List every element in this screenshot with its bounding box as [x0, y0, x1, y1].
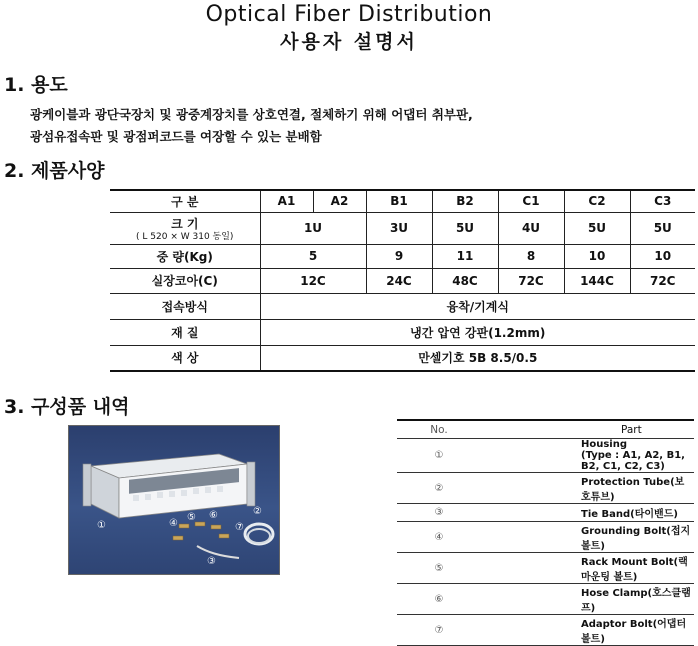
parts-header-part: Part	[481, 420, 694, 439]
document-title-ko: 사용자 설명서	[280, 31, 418, 53]
spec-weight-b2: 11	[432, 244, 498, 268]
part-no-1: ①	[397, 439, 481, 473]
spec-weight-c3: 10	[630, 244, 695, 268]
part-name-1-sub: (Type : A1, A2, B1, B2, C1, C2, C3)	[581, 450, 685, 472]
section1-heading: 1. 용도	[4, 74, 68, 96]
marker-5: ⑤	[187, 512, 196, 523]
section3-heading: 3. 구성품 내역	[4, 396, 130, 418]
section2-heading: 2. 제품사양	[4, 160, 105, 182]
spec-header-a1: A1	[260, 190, 313, 212]
marker-1: ①	[97, 520, 106, 531]
spec-core-c2: 144C	[564, 268, 630, 293]
table-row	[397, 522, 694, 553]
spec-weight-row	[110, 244, 695, 268]
spec-core-c1: 72C	[498, 268, 564, 293]
spec-size-label: 크 기	[171, 216, 199, 231]
spec-size-c1: 4U	[498, 212, 564, 244]
parts-table	[397, 419, 694, 646]
part-name-3: Tie Band(타이밴드)	[481, 504, 694, 522]
spec-header-row	[110, 190, 695, 212]
marker-7: ⑦	[235, 522, 244, 533]
spec-size-c3: 5U	[630, 212, 695, 244]
table-row	[397, 553, 694, 584]
spec-method-label: 접속방식	[110, 293, 260, 319]
part-name-5: Rack Mount Bolt(랙마운팅 볼트)	[481, 553, 694, 584]
part-no-3: ③	[397, 504, 481, 522]
section1-line2: 광섬유접속판 및 광점퍼코드를 여장할 수 있는 분배함	[30, 129, 322, 144]
spec-size-b2: 5U	[432, 212, 498, 244]
marker-3: ③	[207, 556, 216, 567]
product-illustration	[69, 426, 279, 574]
spec-material-row	[110, 319, 695, 345]
spec-color-value: 만셀기호 5B 8.5/0.5	[260, 345, 695, 371]
spec-color-row	[110, 345, 695, 371]
spec-header-c1: C1	[498, 190, 564, 212]
spec-size-sub: ( L 520 × W 310 동일)	[136, 231, 234, 242]
spec-size-row	[110, 212, 695, 244]
part-no-2: ②	[397, 473, 481, 504]
spec-core-b1: 24C	[366, 268, 432, 293]
part-no-5: ⑤	[397, 553, 481, 584]
spec-weight-label: 중 량(Kg)	[110, 244, 260, 268]
spec-size-c2: 5U	[564, 212, 630, 244]
spec-core-a: 12C	[260, 268, 366, 293]
table-row	[397, 584, 694, 615]
part-name-6: Hose Clamp(호스클램프)	[481, 584, 694, 615]
spec-core-row	[110, 268, 695, 293]
table-row	[397, 504, 694, 522]
table-row	[397, 439, 694, 473]
spec-header-b2: B2	[432, 190, 498, 212]
spec-method-value: 융착/기계식	[260, 293, 695, 319]
part-name-1: Housing	[581, 439, 628, 450]
parts-header-row	[397, 420, 694, 439]
part-name-4: Grounding Bolt(접지볼트)	[481, 522, 694, 553]
table-row	[397, 615, 694, 646]
spec-material-label: 재 질	[110, 319, 260, 345]
spec-table	[110, 189, 695, 372]
spec-header-b1: B1	[366, 190, 432, 212]
spec-weight-b1: 9	[366, 244, 432, 268]
spec-weight-c2: 10	[564, 244, 630, 268]
spec-color-label: 색 상	[110, 345, 260, 371]
marker-2: ②	[253, 506, 262, 517]
spec-core-b2: 48C	[432, 268, 498, 293]
spec-core-label: 실장코아(C)	[110, 268, 260, 293]
marker-4: ④	[169, 518, 178, 529]
spec-header-c2: C2	[564, 190, 630, 212]
spec-header-label: 구 분	[110, 190, 260, 212]
spec-size-a: 1U	[260, 212, 366, 244]
spec-material-value: 냉간 압연 강판(1.2mm)	[260, 319, 695, 345]
table-row	[397, 473, 694, 504]
document-title-en: Optical Fiber Distribution	[205, 2, 493, 27]
part-no-7: ⑦	[397, 615, 481, 646]
spec-size-label-cell	[110, 212, 260, 244]
spec-core-c3: 72C	[630, 268, 695, 293]
parts-header-no: No.	[397, 420, 481, 439]
spec-method-row	[110, 293, 695, 319]
part-name-1-cell	[481, 439, 694, 473]
section1-text	[30, 104, 473, 148]
marker-6: ⑥	[209, 510, 218, 521]
spec-weight-a: 5	[260, 244, 366, 268]
spec-weight-c1: 8	[498, 244, 564, 268]
spec-size-b1: 3U	[366, 212, 432, 244]
product-photo	[68, 425, 280, 575]
section1-line1: 광케이블과 광단국장치 및 광중계장치를 상호연결, 절체하기 위해 어댑터 취부판,	[30, 107, 473, 122]
spec-header-c3: C3	[630, 190, 695, 212]
spec-header-a2: A2	[313, 190, 366, 212]
part-name-7: Adaptor Bolt(어댑터볼트)	[481, 615, 694, 646]
part-no-4: ④	[397, 522, 481, 553]
part-no-6: ⑥	[397, 584, 481, 615]
part-name-2: Protection Tube(보호튜브)	[481, 473, 694, 504]
